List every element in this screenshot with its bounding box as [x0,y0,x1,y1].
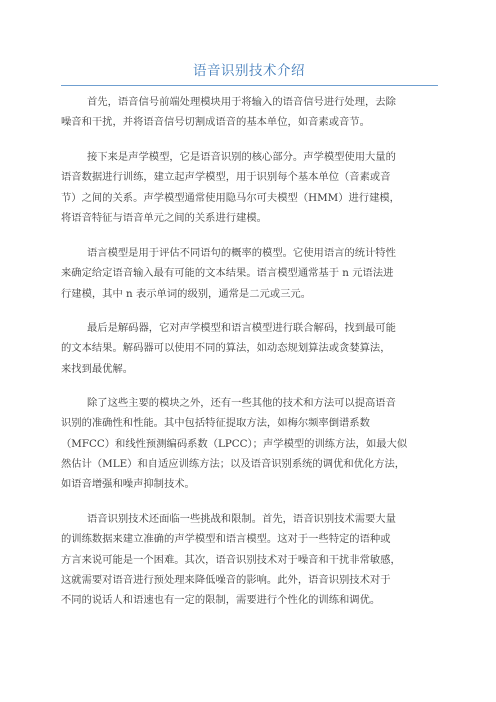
paragraph-decoder [61,318,439,379]
text-line: 如语音增强和噪声抑制技术。 [61,478,195,491]
text-line: 来确定给定语音输入最有可能的文本结果。语言模型通常基于 n 元语法进 [61,267,394,280]
paragraph-challenges [61,509,439,610]
text-line: 来找到最优解。 [61,362,134,375]
text-line: 除了这些主要的模块之外，还有一些其他的技术和方法可以提高语音 [87,397,396,409]
text-line: 节）之间的关系。声学模型通常使用隐马尔可夫模型（HMM）进行建模， [61,191,400,204]
paragraph-language-model [61,243,439,304]
text-line: 将语音特征与语音单元之间的关系进行建模。 [61,211,267,224]
title-divider [61,85,438,86]
paragraph-acoustic-model [61,147,439,228]
text-line: 首先，语音信号前端处理模块用于将输入的语音信号进行处理，去除 [87,96,396,108]
text-line: 行建模，其中 n 表示单词的级别，通常是二元或三元。 [61,287,312,300]
text-line: 噪音和干扰，并将语音信号切割成语音的基本单位，如音素或音节。 [61,116,370,129]
text-line: 然估计（MLE）和自适应训练方法；以及语音识别系统的调优和优化方法， [61,457,406,470]
document-title: 语音识别技术介绍 [193,63,305,79]
text-line: （MFCC）和线性预测编码系数（LPCC）；声学模型的训练方法，如最大似 [61,437,408,450]
text-line: 最后是解码器，它对声学模型和语言模型进行联合解码，找到最可能 [87,322,396,334]
text-line: 这就需要对语音进行预处理来降低噪音的影响。此外，语音识别技术对于 [61,573,391,586]
text-line: 不同的说话人和语速也有一定的限制，需要进行个性化的训练和调优。 [61,594,381,607]
text-line: 语音识别技术还面临一些挑战和限制。首先，语音识别技术需要大量 [87,513,396,525]
text-line: 方言来说可能是一个困难。其次，语音识别技术对于噪音和干扰非常敏感， [61,553,401,566]
text-line: 的文本结果。解码器可以使用不同的算法，如动态规划算法或贪婪算法， [61,342,391,355]
text-line: 接下来是声学模型，它是语音识别的核心部分。声学模型使用大量的 [87,151,396,163]
text-line: 的训练数据来建立准确的声学模型和语言模型。这对于一些特定的语种或 [61,533,391,546]
paragraph-other-techniques [61,393,439,494]
paragraph-front-end-processing [61,92,439,133]
text-line: 识别的准确性和性能。其中包括特征提取方法，如梅尔频率倒谱系数 [61,417,370,430]
text-line: 语言模型是用于评估不同语句的概率的模型。它使用语言的统计特性 [87,247,396,259]
text-line: 语音数据进行训练，建立起声学模型，用于识别每个基本单位（音素或音 [61,171,391,184]
